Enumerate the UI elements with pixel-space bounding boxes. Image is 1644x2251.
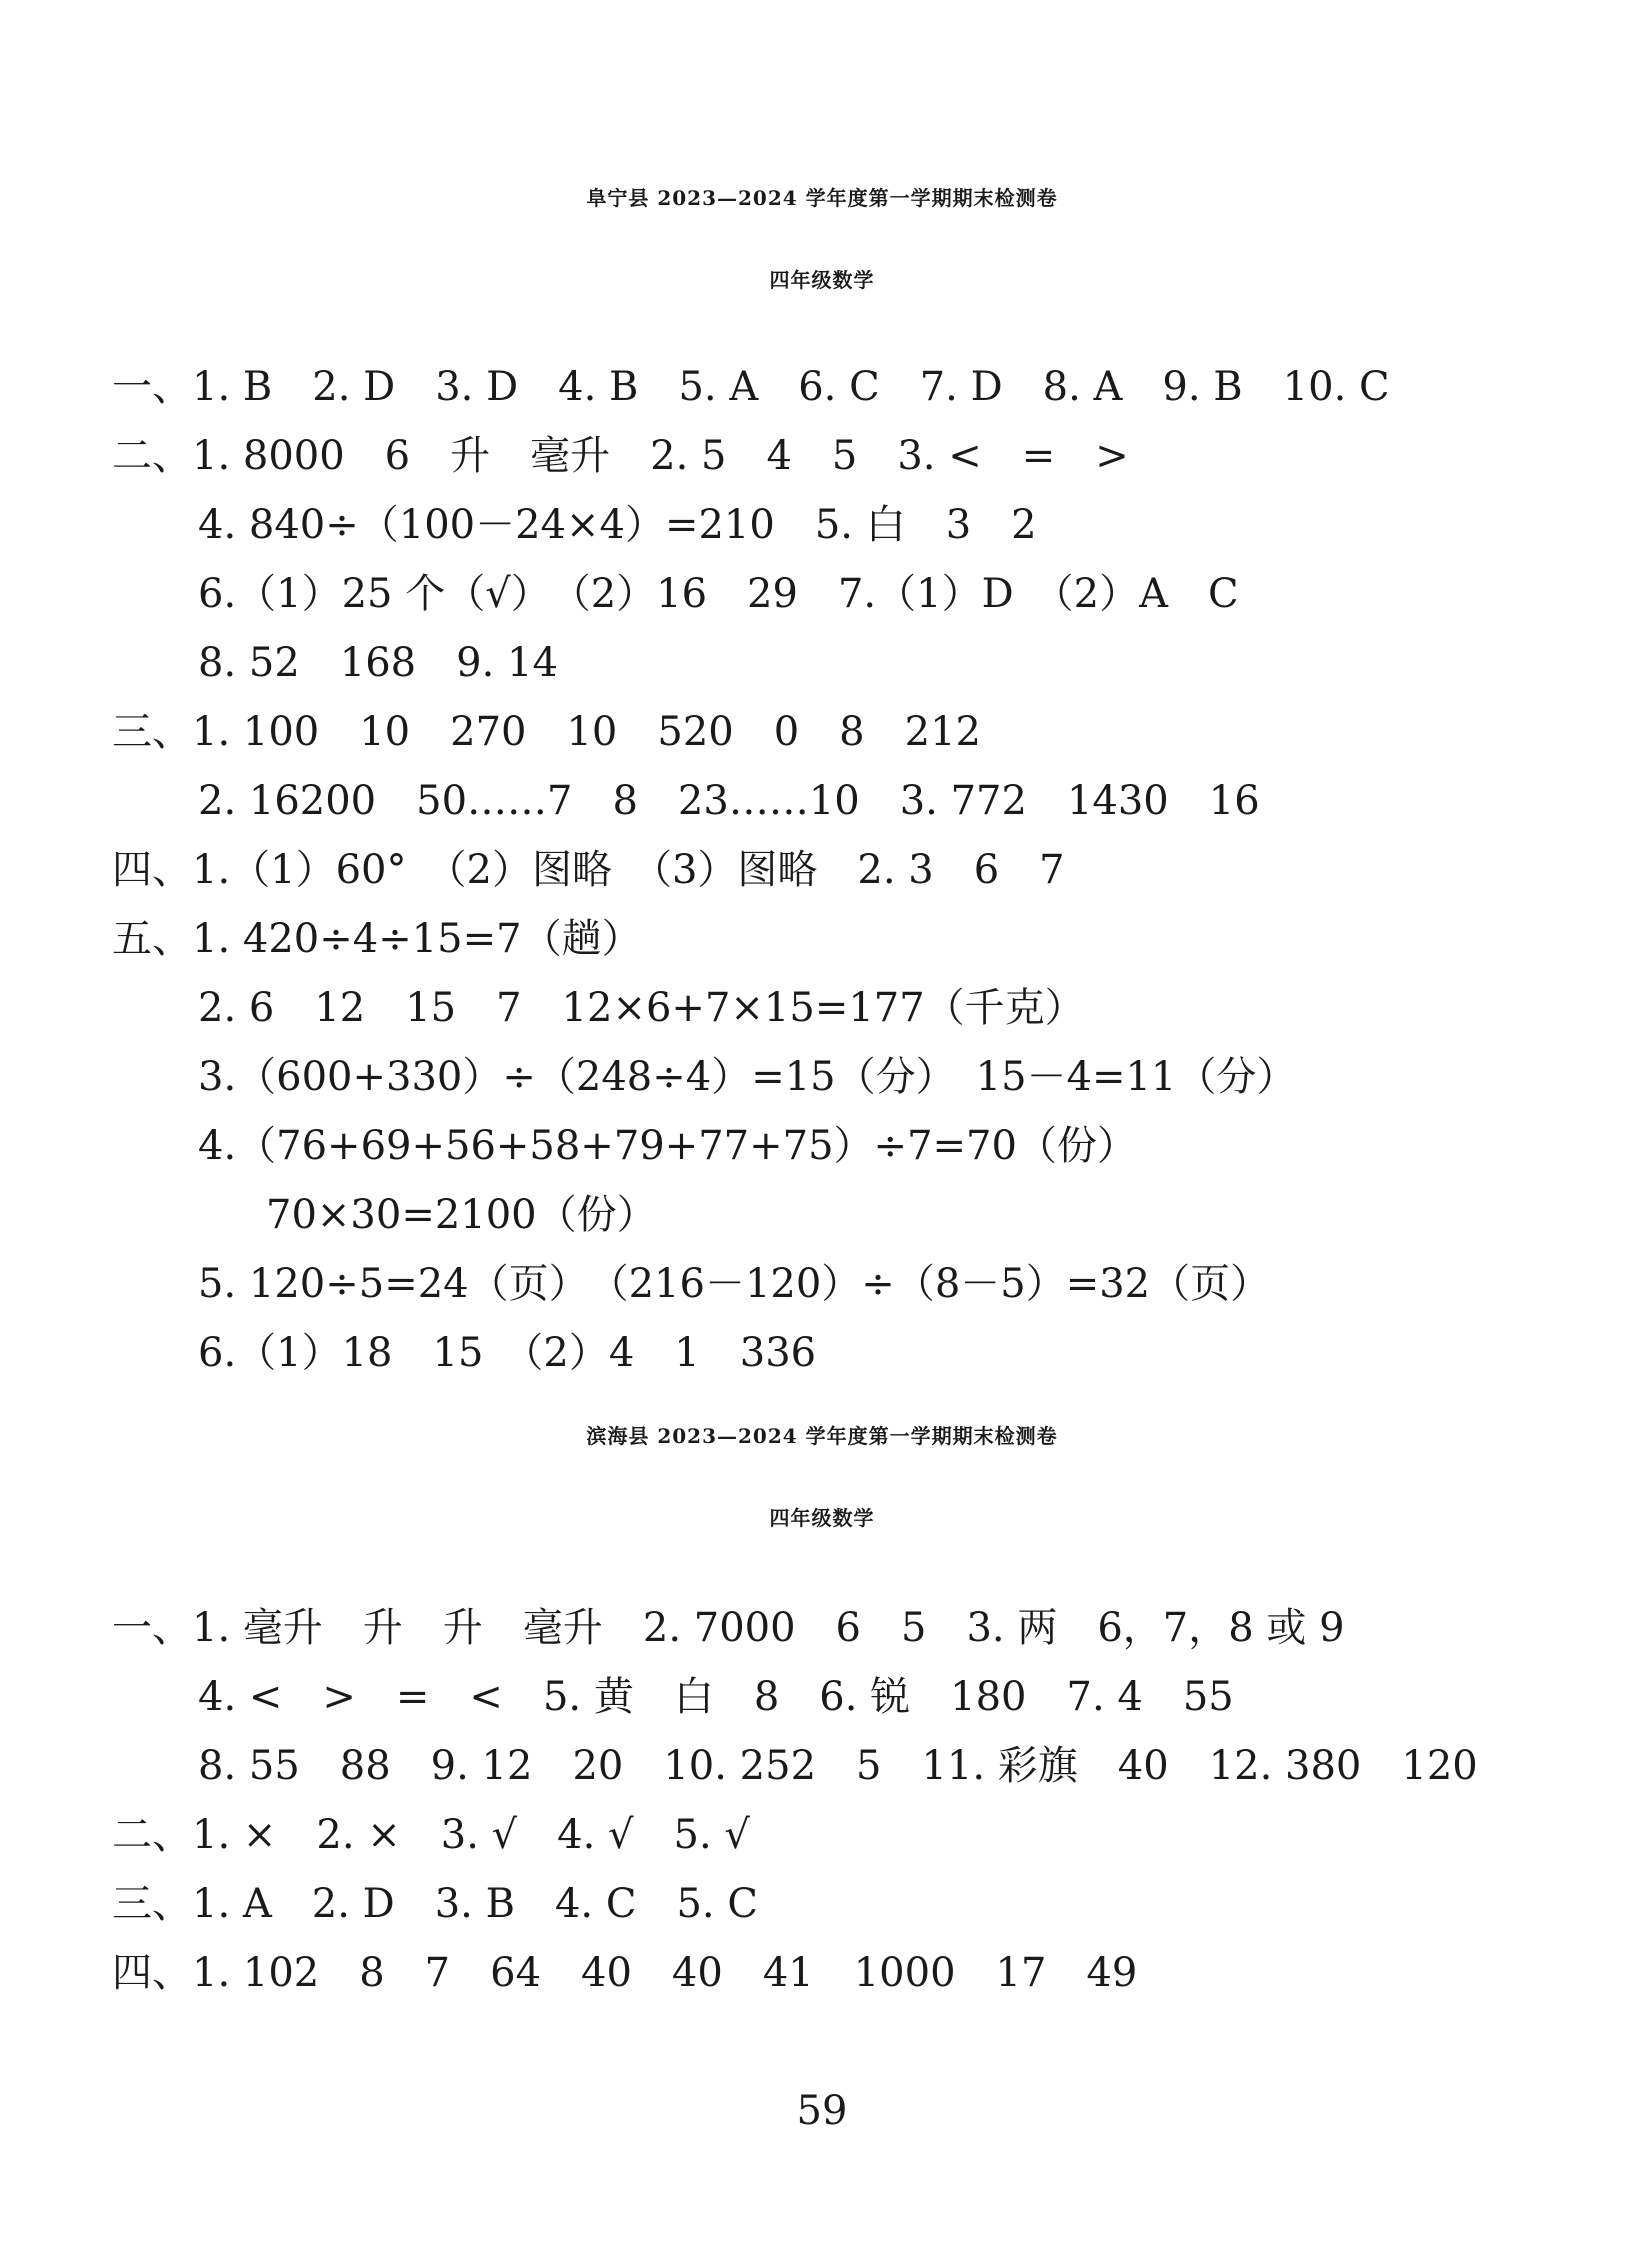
section-1-title: 阜宁县 2023—2024 学年度第一学期期末检测卷 xyxy=(586,186,1058,210)
answer-line: 8. 52 168 9. 14 xyxy=(198,640,558,686)
answer-line: 2. 16200 50……7 8 23……10 3. 772 1430 16 xyxy=(198,778,1260,824)
answer-line: 6.（1）18 15 （2）4 1 336 xyxy=(198,1330,817,1376)
answer-line: 4. 840÷（100－24×4）=210 5. 白 3 2 xyxy=(198,502,1037,548)
answer-line: 2. 6 12 15 7 12×6+7×15=177（千克） xyxy=(198,985,1085,1031)
answer-line: 4.（76+69+56+58+79+77+75）÷7=70（份） xyxy=(198,1123,1137,1169)
answer-line: 4. < > = < 5. 黄 白 8 6. 锐 180 7. 4 55 xyxy=(198,1674,1234,1720)
answer-line: 3.（600+330）÷（248÷4）=15（分） 15－4=11（分） xyxy=(198,1054,1297,1100)
answer-line: 5. 120÷5=24（页） （216－120）÷（8－5）=32（页） xyxy=(198,1261,1271,1307)
answer-line: 五、1. 420÷4÷15=7（趟） xyxy=(112,916,642,962)
section-1-subtitle: 四年级数学 xyxy=(769,268,875,292)
answer-line: 二、1. × 2. × 3. √ 4. √ 5. √ xyxy=(112,1812,750,1858)
section-2-title: 滨海县 2023—2024 学年度第一学期期末检测卷 xyxy=(586,1424,1058,1448)
section-2-subtitle: 四年级数学 xyxy=(769,1506,875,1530)
answer-line: 一、1. B 2. D 3. D 4. B 5. A 6. C 7. D 8. A 9. B 10. C xyxy=(112,364,1390,410)
answer-line: 70×30=2100（份） xyxy=(266,1192,657,1238)
answer-line: 三、1. 100 10 270 10 520 0 8 212 xyxy=(112,709,981,755)
answer-line: 四、1. 102 8 7 64 40 40 41 1000 17 49 xyxy=(112,1950,1138,1996)
answer-line: 四、1.（1）60° （2）图略 （3）图略 2. 3 6 7 xyxy=(112,847,1065,893)
answer-line: 三、1. A 2. D 3. B 4. C 5. C xyxy=(112,1881,758,1927)
page-number: 59 xyxy=(796,2088,848,2134)
answer-line: 一、1. 毫升 升 升 毫升 2. 7000 6 5 3. 两 6，7，8 或 9 xyxy=(112,1605,1345,1651)
answer-line: 8. 55 88 9. 12 20 10. 252 5 11. 彩旗 40 12. 380 120 xyxy=(198,1743,1478,1789)
answer-line: 6.（1）25 个（√） （2）16 29 7.（1）D （2）A C xyxy=(198,571,1239,617)
answer-line: 二、1. 8000 6 升 毫升 2. 5 4 5 3. < = > xyxy=(112,433,1129,479)
